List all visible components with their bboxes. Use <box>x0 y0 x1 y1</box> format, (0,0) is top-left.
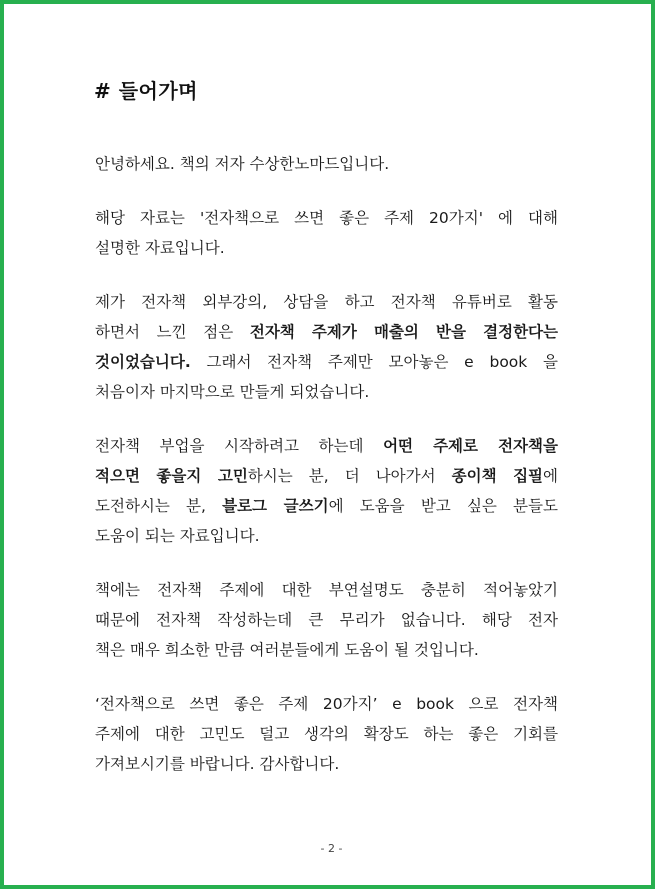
text-line <box>95 493 558 523</box>
text-line <box>95 751 558 781</box>
text-line <box>95 379 558 409</box>
page-number: - 2 - <box>320 842 343 855</box>
paragraph-gap <box>95 553 558 577</box>
paragraph-gap <box>95 265 558 289</box>
paragraph <box>95 151 558 181</box>
bold-text: 어떤 주제로 전자책을 <box>383 437 558 455</box>
text-span: 주제에 대한 고민도 덜고 생각의 확장도 하는 좋은 기회를 <box>95 725 558 743</box>
text-span: 도전하시는 분, <box>95 497 223 515</box>
paragraph-gap <box>95 409 558 433</box>
text-span: 제가 전자책 외부강의, 상담을 하고 전자책 유튜버로 활동 <box>95 293 558 311</box>
text-span: ‘전자책으로 쓰면 좋은 주제 20가지’ e book 으로 전자책 <box>95 695 558 713</box>
text-line <box>95 463 558 493</box>
text-line <box>95 691 558 721</box>
text-line <box>95 205 558 235</box>
text-span: 가져보시기를 바랍니다. 감사합니다. <box>95 755 340 773</box>
text-line <box>95 289 558 319</box>
text-span: 안녕하세요. 책의 저자 수상한노마드입니다. <box>95 155 390 173</box>
text-span: 책은 매우 희소한 만큼 여러분들에게 도움이 될 것입니다. <box>95 641 479 659</box>
body-text <box>95 151 558 781</box>
text-span: 처음이자 마지막으로 만들게 되었습니다. <box>95 383 370 401</box>
text-line <box>95 319 558 349</box>
text-line <box>95 637 558 667</box>
text-line <box>95 151 558 181</box>
text-span: 하면서 느낀 점은 <box>95 323 250 341</box>
paragraph-gap <box>95 181 558 205</box>
bold-text: 전자책 주제가 매출의 반을 결정한다는 <box>249 323 558 341</box>
text-line <box>95 235 558 265</box>
text-span: 책에는 전자책 주제에 대한 부연설명도 충분히 적어놓았기 <box>95 581 558 599</box>
text-span: 하시는 분, 더 나아가서 <box>247 467 452 485</box>
text-span: 에 <box>543 467 558 485</box>
text-span: 도움이 되는 자료입니다. <box>95 527 260 545</box>
text-span: 그래서 전자책 주제만 모아놓은 e book 을 <box>190 353 558 371</box>
paragraph <box>95 691 558 781</box>
paragraph <box>95 433 558 553</box>
paragraph <box>95 205 558 265</box>
text-span: 에 도움을 받고 싶은 분들도 <box>328 497 558 515</box>
paragraph-gap <box>95 667 558 691</box>
text-span: 해당 자료는 '전자책으로 쓰면 좋은 주제 20가지' 에 대해 <box>95 209 558 227</box>
text-line <box>95 607 558 637</box>
text-line <box>95 577 558 607</box>
text-span: 때문에 전자책 작성하는데 큰 무리가 없습니다. 해당 전자 <box>95 611 558 629</box>
bold-text: 블로그 글쓰기 <box>222 497 329 515</box>
text-line <box>95 433 558 463</box>
section-heading: # 들어가며 <box>94 79 199 103</box>
paragraph <box>95 577 558 667</box>
bold-text: 것이었습니다. <box>95 353 191 371</box>
text-span: 전자책 부업을 시작하려고 하는데 <box>95 437 384 455</box>
text-line <box>95 721 558 751</box>
text-line <box>95 523 558 553</box>
paragraph <box>95 289 558 409</box>
text-span: 설명한 자료입니다. <box>95 239 225 257</box>
text-line <box>95 349 558 379</box>
bold-text: 적으면 좋을지 고민 <box>95 467 248 485</box>
bold-text: 종이책 집필 <box>451 467 544 485</box>
